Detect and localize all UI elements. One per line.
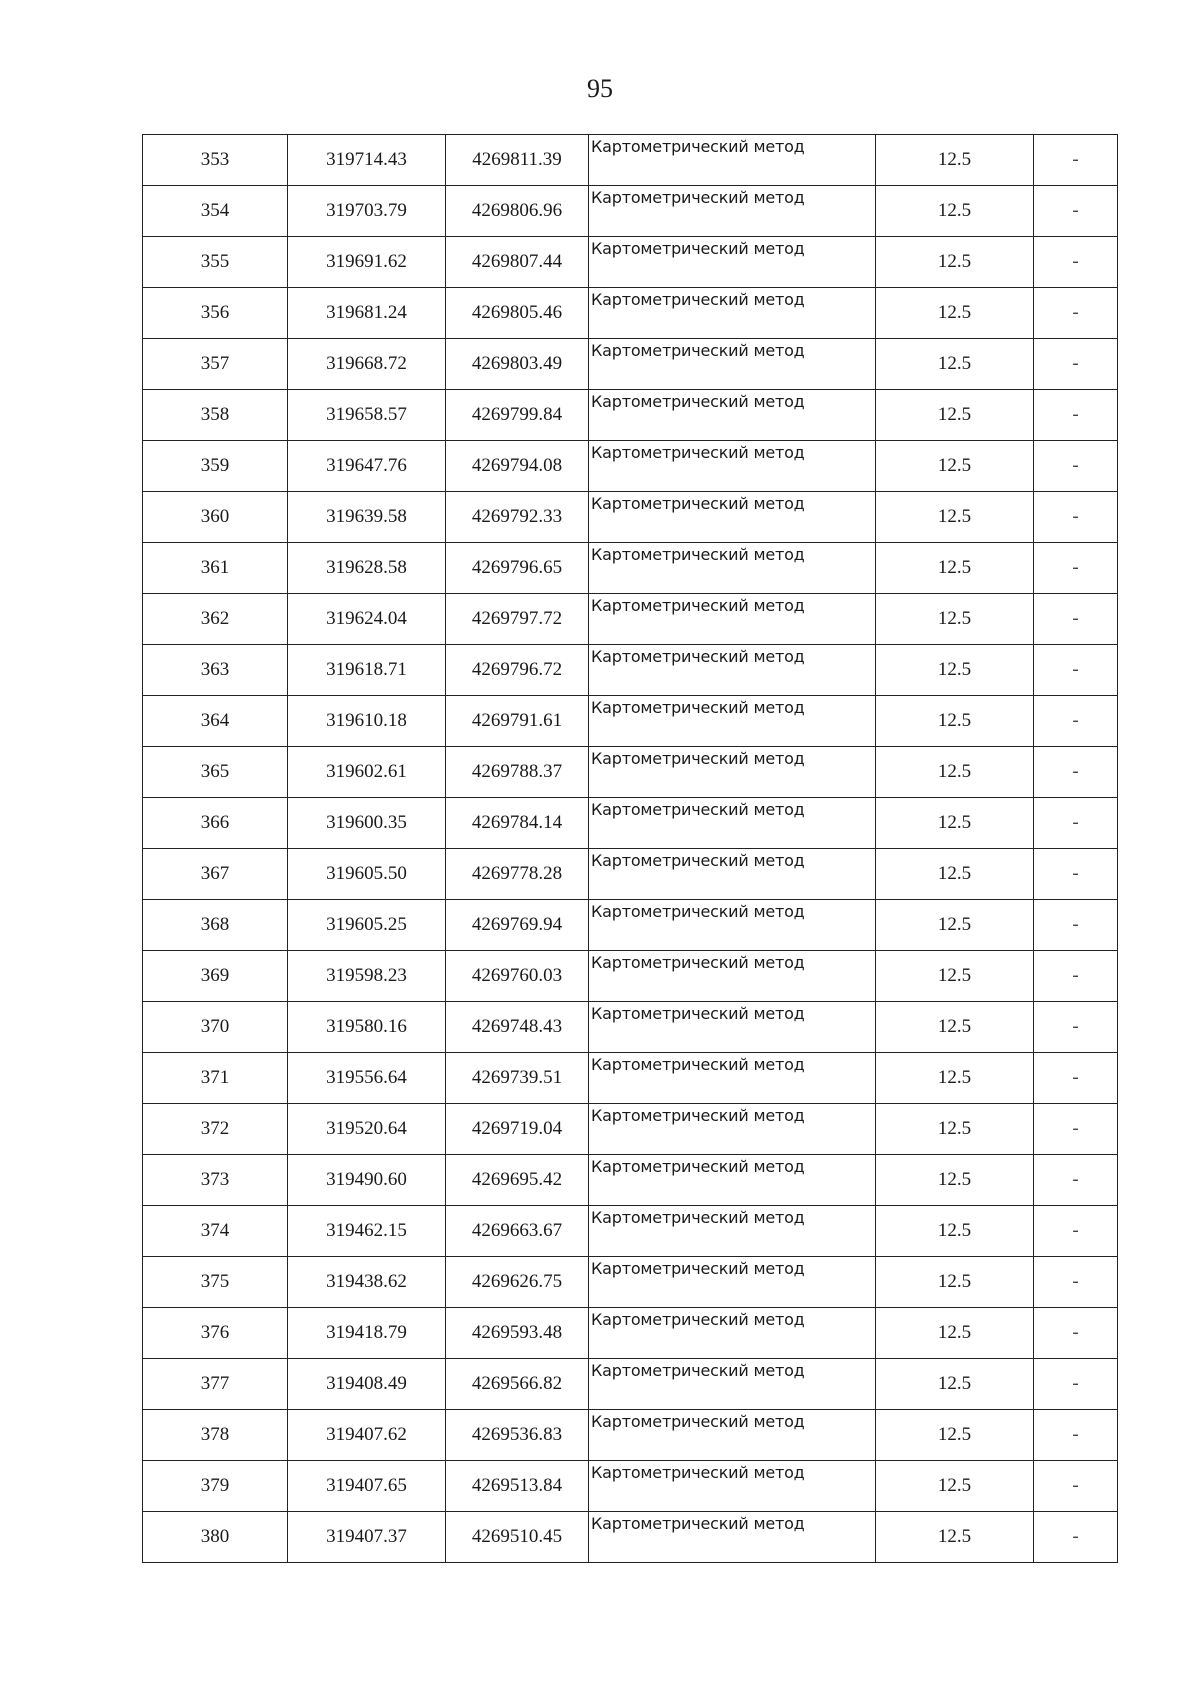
- y-coordinate-cell: 4269513.84: [446, 1461, 589, 1512]
- extra-cell: -: [1034, 1206, 1118, 1257]
- extra-cell: -: [1034, 492, 1118, 543]
- point-number-cell: 380: [143, 1512, 288, 1563]
- x-coordinate-cell: 319703.79: [288, 186, 446, 237]
- accuracy-cell: 12.5: [876, 951, 1034, 1002]
- x-coordinate-cell: 319681.24: [288, 288, 446, 339]
- y-coordinate-cell: 4269593.48: [446, 1308, 589, 1359]
- x-coordinate-cell: 319602.61: [288, 747, 446, 798]
- method-cell: Картометрический метод: [589, 594, 876, 645]
- table-row: [143, 747, 1118, 798]
- method-cell: Картометрический метод: [589, 1002, 876, 1053]
- method-cell: Картометрический метод: [589, 135, 876, 186]
- accuracy-cell: 12.5: [876, 492, 1034, 543]
- extra-cell: -: [1034, 237, 1118, 288]
- table-row: [143, 1410, 1118, 1461]
- extra-cell: -: [1034, 645, 1118, 696]
- y-coordinate-cell: 4269663.67: [446, 1206, 589, 1257]
- x-coordinate-cell: 319624.04: [288, 594, 446, 645]
- method-cell: Картометрический метод: [589, 186, 876, 237]
- y-coordinate-cell: 4269626.75: [446, 1257, 589, 1308]
- y-coordinate-cell: 4269739.51: [446, 1053, 589, 1104]
- y-coordinate-cell: 4269797.72: [446, 594, 589, 645]
- table-row: [143, 951, 1118, 1002]
- point-number-cell: 373: [143, 1155, 288, 1206]
- y-coordinate-cell: 4269778.28: [446, 849, 589, 900]
- x-coordinate-cell: 319668.72: [288, 339, 446, 390]
- table-row: [143, 1308, 1118, 1359]
- accuracy-cell: 12.5: [876, 390, 1034, 441]
- extra-cell: -: [1034, 390, 1118, 441]
- y-coordinate-cell: 4269803.49: [446, 339, 589, 390]
- accuracy-cell: 12.5: [876, 747, 1034, 798]
- extra-cell: -: [1034, 441, 1118, 492]
- accuracy-cell: 12.5: [876, 1512, 1034, 1563]
- point-number-cell: 377: [143, 1359, 288, 1410]
- extra-cell: -: [1034, 1461, 1118, 1512]
- method-cell: Картометрический метод: [589, 1104, 876, 1155]
- table-row: [143, 1104, 1118, 1155]
- accuracy-cell: 12.5: [876, 594, 1034, 645]
- accuracy-cell: 12.5: [876, 1359, 1034, 1410]
- point-number-cell: 361: [143, 543, 288, 594]
- method-cell: Картометрический метод: [589, 951, 876, 1002]
- extra-cell: -: [1034, 1104, 1118, 1155]
- method-cell: Картометрический метод: [589, 1257, 876, 1308]
- table-row: [143, 492, 1118, 543]
- x-coordinate-cell: 319618.71: [288, 645, 446, 696]
- x-coordinate-cell: 319605.25: [288, 900, 446, 951]
- y-coordinate-cell: 4269719.04: [446, 1104, 589, 1155]
- method-cell: Картометрический метод: [589, 1359, 876, 1410]
- accuracy-cell: 12.5: [876, 339, 1034, 390]
- y-coordinate-cell: 4269796.65: [446, 543, 589, 594]
- method-cell: Картометрический метод: [589, 1308, 876, 1359]
- y-coordinate-cell: 4269695.42: [446, 1155, 589, 1206]
- point-number-cell: 372: [143, 1104, 288, 1155]
- x-coordinate-cell: 319714.43: [288, 135, 446, 186]
- method-cell: Картометрический метод: [589, 1053, 876, 1104]
- y-coordinate-cell: 4269805.46: [446, 288, 589, 339]
- x-coordinate-cell: 319490.60: [288, 1155, 446, 1206]
- page-number: 95: [587, 74, 613, 103]
- extra-cell: -: [1034, 1410, 1118, 1461]
- point-number-cell: 358: [143, 390, 288, 441]
- accuracy-cell: 12.5: [876, 1410, 1034, 1461]
- extra-cell: -: [1034, 951, 1118, 1002]
- accuracy-cell: 12.5: [876, 1155, 1034, 1206]
- x-coordinate-cell: 319520.64: [288, 1104, 446, 1155]
- extra-cell: -: [1034, 594, 1118, 645]
- method-cell: Картометрический метод: [589, 900, 876, 951]
- table-row: [143, 339, 1118, 390]
- table-row: [143, 645, 1118, 696]
- x-coordinate-cell: 319605.50: [288, 849, 446, 900]
- method-cell: Картометрический метод: [589, 1155, 876, 1206]
- table-row: [143, 1053, 1118, 1104]
- method-cell: Картометрический метод: [589, 1410, 876, 1461]
- accuracy-cell: 12.5: [876, 1104, 1034, 1155]
- extra-cell: -: [1034, 798, 1118, 849]
- accuracy-cell: 12.5: [876, 1002, 1034, 1053]
- x-coordinate-cell: 319598.23: [288, 951, 446, 1002]
- accuracy-cell: 12.5: [876, 1053, 1034, 1104]
- y-coordinate-cell: 4269806.96: [446, 186, 589, 237]
- x-coordinate-cell: 319610.18: [288, 696, 446, 747]
- point-number-cell: 355: [143, 237, 288, 288]
- y-coordinate-cell: 4269799.84: [446, 390, 589, 441]
- accuracy-cell: 12.5: [876, 186, 1034, 237]
- point-number-cell: 357: [143, 339, 288, 390]
- point-number-cell: 366: [143, 798, 288, 849]
- point-number-cell: 376: [143, 1308, 288, 1359]
- x-coordinate-cell: 319407.65: [288, 1461, 446, 1512]
- extra-cell: -: [1034, 288, 1118, 339]
- method-cell: Картометрический метод: [589, 1512, 876, 1563]
- extra-cell: -: [1034, 747, 1118, 798]
- point-number-cell: 371: [143, 1053, 288, 1104]
- accuracy-cell: 12.5: [876, 1257, 1034, 1308]
- coordinates-table: [142, 134, 1118, 1563]
- accuracy-cell: 12.5: [876, 1461, 1034, 1512]
- extra-cell: -: [1034, 1002, 1118, 1053]
- x-coordinate-cell: 319658.57: [288, 390, 446, 441]
- point-number-cell: 368: [143, 900, 288, 951]
- x-coordinate-cell: 319438.62: [288, 1257, 446, 1308]
- accuracy-cell: 12.5: [876, 543, 1034, 594]
- y-coordinate-cell: 4269811.39: [446, 135, 589, 186]
- y-coordinate-cell: 4269792.33: [446, 492, 589, 543]
- method-cell: Картометрический метод: [589, 1206, 876, 1257]
- method-cell: Картометрический метод: [589, 849, 876, 900]
- x-coordinate-cell: 319407.62: [288, 1410, 446, 1461]
- y-coordinate-cell: 4269784.14: [446, 798, 589, 849]
- y-coordinate-cell: 4269748.43: [446, 1002, 589, 1053]
- point-number-cell: 353: [143, 135, 288, 186]
- accuracy-cell: 12.5: [876, 1308, 1034, 1359]
- point-number-cell: 362: [143, 594, 288, 645]
- x-coordinate-cell: 319647.76: [288, 441, 446, 492]
- y-coordinate-cell: 4269536.83: [446, 1410, 589, 1461]
- extra-cell: -: [1034, 339, 1118, 390]
- accuracy-cell: 12.5: [876, 1206, 1034, 1257]
- accuracy-cell: 12.5: [876, 849, 1034, 900]
- x-coordinate-cell: 319600.35: [288, 798, 446, 849]
- method-cell: Картометрический метод: [589, 339, 876, 390]
- extra-cell: -: [1034, 1053, 1118, 1104]
- table-row: [143, 1206, 1118, 1257]
- accuracy-cell: 12.5: [876, 645, 1034, 696]
- extra-cell: -: [1034, 1308, 1118, 1359]
- point-number-cell: 379: [143, 1461, 288, 1512]
- table-row: [143, 390, 1118, 441]
- table-row: [143, 288, 1118, 339]
- method-cell: Картометрический метод: [589, 798, 876, 849]
- x-coordinate-cell: 319691.62: [288, 237, 446, 288]
- x-coordinate-cell: 319407.37: [288, 1512, 446, 1563]
- y-coordinate-cell: 4269760.03: [446, 951, 589, 1002]
- method-cell: Картометрический метод: [589, 492, 876, 543]
- point-number-cell: 354: [143, 186, 288, 237]
- accuracy-cell: 12.5: [876, 135, 1034, 186]
- x-coordinate-cell: 319408.49: [288, 1359, 446, 1410]
- method-cell: Картометрический метод: [589, 645, 876, 696]
- y-coordinate-cell: 4269796.72: [446, 645, 589, 696]
- method-cell: Картометрический метод: [589, 288, 876, 339]
- table-row: [143, 849, 1118, 900]
- coordinates-table-body: [143, 135, 1118, 1563]
- table-row: [143, 1002, 1118, 1053]
- accuracy-cell: 12.5: [876, 696, 1034, 747]
- y-coordinate-cell: 4269791.61: [446, 696, 589, 747]
- x-coordinate-cell: 319628.58: [288, 543, 446, 594]
- point-number-cell: 367: [143, 849, 288, 900]
- point-number-cell: 356: [143, 288, 288, 339]
- point-number-cell: 369: [143, 951, 288, 1002]
- y-coordinate-cell: 4269794.08: [446, 441, 589, 492]
- accuracy-cell: 12.5: [876, 441, 1034, 492]
- method-cell: Картометрический метод: [589, 543, 876, 594]
- extra-cell: -: [1034, 543, 1118, 594]
- extra-cell: -: [1034, 135, 1118, 186]
- point-number-cell: 365: [143, 747, 288, 798]
- y-coordinate-cell: 4269788.37: [446, 747, 589, 798]
- y-coordinate-cell: 4269510.45: [446, 1512, 589, 1563]
- method-cell: Картометрический метод: [589, 747, 876, 798]
- table-row: [143, 1461, 1118, 1512]
- point-number-cell: 363: [143, 645, 288, 696]
- y-coordinate-cell: 4269566.82: [446, 1359, 589, 1410]
- table-row: [143, 1155, 1118, 1206]
- method-cell: Картометрический метод: [589, 441, 876, 492]
- point-number-cell: 360: [143, 492, 288, 543]
- method-cell: Картометрический метод: [589, 1461, 876, 1512]
- table-row: [143, 543, 1118, 594]
- extra-cell: -: [1034, 849, 1118, 900]
- point-number-cell: 364: [143, 696, 288, 747]
- table-row: [143, 441, 1118, 492]
- y-coordinate-cell: 4269807.44: [446, 237, 589, 288]
- table-row: [143, 594, 1118, 645]
- extra-cell: -: [1034, 1359, 1118, 1410]
- extra-cell: -: [1034, 696, 1118, 747]
- table-row: [143, 186, 1118, 237]
- x-coordinate-cell: 319639.58: [288, 492, 446, 543]
- table-row: [143, 237, 1118, 288]
- table-row: [143, 798, 1118, 849]
- x-coordinate-cell: 319580.16: [288, 1002, 446, 1053]
- table-row: [143, 900, 1118, 951]
- x-coordinate-cell: 319556.64: [288, 1053, 446, 1104]
- accuracy-cell: 12.5: [876, 900, 1034, 951]
- accuracy-cell: 12.5: [876, 798, 1034, 849]
- table-row: [143, 1257, 1118, 1308]
- point-number-cell: 374: [143, 1206, 288, 1257]
- x-coordinate-cell: 319462.15: [288, 1206, 446, 1257]
- extra-cell: -: [1034, 186, 1118, 237]
- accuracy-cell: 12.5: [876, 237, 1034, 288]
- accuracy-cell: 12.5: [876, 288, 1034, 339]
- extra-cell: -: [1034, 900, 1118, 951]
- point-number-cell: 378: [143, 1410, 288, 1461]
- point-number-cell: 375: [143, 1257, 288, 1308]
- method-cell: Картометрический метод: [589, 237, 876, 288]
- extra-cell: -: [1034, 1512, 1118, 1563]
- table-row: [143, 696, 1118, 747]
- extra-cell: -: [1034, 1257, 1118, 1308]
- extra-cell: -: [1034, 1155, 1118, 1206]
- point-number-cell: 359: [143, 441, 288, 492]
- table-row: [143, 1512, 1118, 1563]
- method-cell: Картометрический метод: [589, 390, 876, 441]
- table-row: [143, 1359, 1118, 1410]
- method-cell: Картометрический метод: [589, 696, 876, 747]
- table-row: [143, 135, 1118, 186]
- y-coordinate-cell: 4269769.94: [446, 900, 589, 951]
- x-coordinate-cell: 319418.79: [288, 1308, 446, 1359]
- point-number-cell: 370: [143, 1002, 288, 1053]
